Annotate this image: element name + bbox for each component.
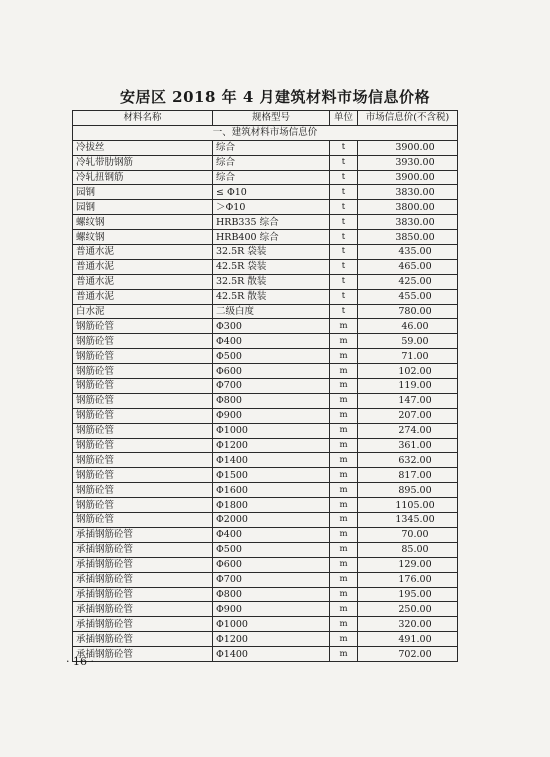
spec-cell: Φ1600: [213, 483, 330, 498]
table-row: [73, 319, 458, 334]
unit-cell: m: [330, 617, 358, 632]
spec-cell: Φ400: [213, 527, 330, 542]
material-name-cell: 承插钢筋砼管: [73, 572, 213, 587]
spec-cell: Φ1800: [213, 498, 330, 513]
price-cell: 46.00: [358, 319, 458, 334]
table-row: [73, 587, 458, 602]
table-row: [73, 438, 458, 453]
unit-cell: t: [330, 245, 358, 260]
material-name-cell: 钢筋砼管: [73, 513, 213, 528]
page-number: · 16 ·: [66, 655, 94, 668]
table-header-row: [73, 111, 458, 126]
spec-cell: Φ800: [213, 587, 330, 602]
table-row: [73, 274, 458, 289]
price-cell: 3900.00: [358, 140, 458, 155]
spec-cell: HRB400 综合: [213, 230, 330, 245]
material-name-cell: 承插钢筋砼管: [73, 587, 213, 602]
material-name-cell: 白水泥: [73, 304, 213, 319]
material-name-cell: 普通水泥: [73, 274, 213, 289]
unit-cell: m: [330, 468, 358, 483]
material-name-cell: 钢筋砼管: [73, 319, 213, 334]
material-name-cell: 钢筋砼管: [73, 483, 213, 498]
price-cell: 455.00: [358, 289, 458, 304]
unit-cell: m: [330, 513, 358, 528]
price-cell: 71.00: [358, 349, 458, 364]
table-row: [73, 453, 458, 468]
unit-cell: t: [330, 185, 358, 200]
material-name-cell: 钢筋砼管: [73, 423, 213, 438]
table-row: [73, 289, 458, 304]
price-cell: 176.00: [358, 572, 458, 587]
material-name-cell: 冷轧带肋钢筋: [73, 155, 213, 170]
unit-cell: t: [330, 230, 358, 245]
material-name-cell: 螺纹钢: [73, 230, 213, 245]
table-row: [73, 468, 458, 483]
material-name-cell: 钢筋砼管: [73, 334, 213, 349]
unit-cell: m: [330, 572, 358, 587]
material-name-cell: 钢筋砼管: [73, 408, 213, 423]
price-cell: 3850.00: [358, 230, 458, 245]
unit-cell: m: [330, 319, 358, 334]
unit-cell: m: [330, 587, 358, 602]
spec-cell: Φ800: [213, 393, 330, 408]
unit-cell: m: [330, 364, 358, 379]
price-cell: 1345.00: [358, 513, 458, 528]
material-name-cell: 钢筋砼管: [73, 364, 213, 379]
spec-cell: Φ1000: [213, 423, 330, 438]
table-row: [73, 572, 458, 587]
material-name-cell: 承插钢筋砼管: [73, 542, 213, 557]
price-cell: 361.00: [358, 438, 458, 453]
spec-cell: Φ1200: [213, 438, 330, 453]
spec-cell: 42.5R 散装: [213, 289, 330, 304]
price-cell: 320.00: [358, 617, 458, 632]
price-cell: 3900.00: [358, 170, 458, 185]
spec-cell: Φ500: [213, 542, 330, 557]
spec-cell: Φ500: [213, 349, 330, 364]
table-row: [73, 140, 458, 155]
unit-cell: m: [330, 542, 358, 557]
price-cell: 59.00: [358, 334, 458, 349]
material-name-cell: 钢筋砼管: [73, 438, 213, 453]
price-cell: 435.00: [358, 245, 458, 260]
spec-cell: Φ1200: [213, 632, 330, 647]
material-name-cell: 冷拔丝: [73, 140, 213, 155]
unit-cell: m: [330, 527, 358, 542]
material-name-cell: 普通水泥: [73, 259, 213, 274]
section-label: 一、建筑材料市场信息价: [73, 125, 458, 140]
table-row: [73, 527, 458, 542]
unit-cell: m: [330, 438, 358, 453]
unit-cell: t: [330, 155, 358, 170]
table-row: [73, 542, 458, 557]
unit-cell: m: [330, 453, 358, 468]
price-cell: 3930.00: [358, 155, 458, 170]
unit-cell: t: [330, 259, 358, 274]
unit-cell: m: [330, 423, 358, 438]
header-price: 市场信息价(不含税): [358, 111, 458, 126]
table-row: [73, 647, 458, 662]
table-row: [73, 379, 458, 394]
material-name-cell: 承插钢筋砼管: [73, 647, 213, 662]
unit-cell: m: [330, 557, 358, 572]
unit-cell: m: [330, 408, 358, 423]
material-name-cell: 普通水泥: [73, 245, 213, 260]
price-cell: 147.00: [358, 393, 458, 408]
spec-cell: Φ300: [213, 319, 330, 334]
spec-cell: Φ1400: [213, 453, 330, 468]
price-cell: 250.00: [358, 602, 458, 617]
spec-cell: Φ900: [213, 602, 330, 617]
material-name-cell: 螺纹钢: [73, 215, 213, 230]
price-cell: 465.00: [358, 259, 458, 274]
unit-cell: t: [330, 140, 358, 155]
table-row: [73, 408, 458, 423]
header-spec: 规格型号: [213, 111, 330, 126]
price-cell: 702.00: [358, 647, 458, 662]
unit-cell: m: [330, 632, 358, 647]
spec-cell: 综合: [213, 170, 330, 185]
price-cell: 70.00: [358, 527, 458, 542]
unit-cell: m: [330, 498, 358, 513]
price-table: [72, 110, 458, 662]
header-material-name: 材料名称: [73, 111, 213, 126]
price-cell: 491.00: [358, 632, 458, 647]
material-name-cell: 承插钢筋砼管: [73, 602, 213, 617]
table-row: [73, 230, 458, 245]
price-cell: 274.00: [358, 423, 458, 438]
material-name-cell: 承插钢筋砼管: [73, 527, 213, 542]
price-cell: 895.00: [358, 483, 458, 498]
table-row: [73, 617, 458, 632]
spec-cell: Φ700: [213, 379, 330, 394]
price-cell: 632.00: [358, 453, 458, 468]
table-row: [73, 602, 458, 617]
price-cell: 1105.00: [358, 498, 458, 513]
unit-cell: t: [330, 274, 358, 289]
unit-cell: m: [330, 647, 358, 662]
material-name-cell: 钢筋砼管: [73, 379, 213, 394]
table-row: [73, 155, 458, 170]
table-row: [73, 364, 458, 379]
table-row: [73, 334, 458, 349]
table-row: [73, 393, 458, 408]
section-row: [73, 125, 458, 140]
spec-cell: 32.5R 袋装: [213, 245, 330, 260]
price-cell: 3830.00: [358, 215, 458, 230]
material-name-cell: 钢筋砼管: [73, 393, 213, 408]
table-row: [73, 483, 458, 498]
table-row: [73, 215, 458, 230]
table-row: [73, 498, 458, 513]
unit-cell: m: [330, 334, 358, 349]
table-row: [73, 513, 458, 528]
spec-cell: Φ700: [213, 572, 330, 587]
price-cell: 425.00: [358, 274, 458, 289]
spec-cell: ≤ Φ10: [213, 185, 330, 200]
unit-cell: t: [330, 304, 358, 319]
unit-cell: m: [330, 379, 358, 394]
unit-cell: t: [330, 170, 358, 185]
spec-cell: 综合: [213, 155, 330, 170]
spec-cell: ＞Φ10: [213, 200, 330, 215]
material-name-cell: 承插钢筋砼管: [73, 617, 213, 632]
table-row: [73, 245, 458, 260]
spec-cell: Φ2000: [213, 513, 330, 528]
price-cell: 119.00: [358, 379, 458, 394]
page-title: 安居区 2018 年 4 月建筑材料市场信息价格: [119, 88, 431, 106]
table-row: [73, 423, 458, 438]
material-name-cell: 承插钢筋砼管: [73, 632, 213, 647]
price-cell: 195.00: [358, 587, 458, 602]
price-cell: 780.00: [358, 304, 458, 319]
spec-cell: 二级白度: [213, 304, 330, 319]
price-cell: 102.00: [358, 364, 458, 379]
price-cell: 207.00: [358, 408, 458, 423]
spec-cell: Φ1500: [213, 468, 330, 483]
table-row: [73, 170, 458, 185]
spec-cell: Φ600: [213, 557, 330, 572]
material-name-cell: 承插钢筋砼管: [73, 557, 213, 572]
price-cell: 817.00: [358, 468, 458, 483]
spec-cell: 综合: [213, 140, 330, 155]
unit-cell: m: [330, 349, 358, 364]
material-name-cell: 钢筋砼管: [73, 349, 213, 364]
unit-cell: t: [330, 215, 358, 230]
header-unit: 单位: [330, 111, 358, 126]
price-cell: 85.00: [358, 542, 458, 557]
table-row: [73, 200, 458, 215]
table-row: [73, 632, 458, 647]
spec-cell: Φ1400: [213, 647, 330, 662]
table-row: [73, 557, 458, 572]
spec-cell: 32.5R 散装: [213, 274, 330, 289]
spec-cell: 42.5R 袋装: [213, 259, 330, 274]
material-name-cell: 钢筋砼管: [73, 453, 213, 468]
price-cell: 3830.00: [358, 185, 458, 200]
unit-cell: m: [330, 393, 358, 408]
spec-cell: Φ1000: [213, 617, 330, 632]
unit-cell: m: [330, 483, 358, 498]
price-cell: 3800.00: [358, 200, 458, 215]
unit-cell: t: [330, 289, 358, 304]
table-row: [73, 259, 458, 274]
table-row: [73, 185, 458, 200]
unit-cell: t: [330, 200, 358, 215]
table-body: [73, 125, 458, 661]
spec-cell: HRB335 综合: [213, 215, 330, 230]
spec-cell: Φ600: [213, 364, 330, 379]
material-name-cell: 钢筋砼管: [73, 498, 213, 513]
spec-cell: Φ400: [213, 334, 330, 349]
material-name-cell: 园钢: [73, 200, 213, 215]
table-row: [73, 349, 458, 364]
spec-cell: Φ900: [213, 408, 330, 423]
material-name-cell: 园钢: [73, 185, 213, 200]
unit-cell: m: [330, 602, 358, 617]
price-cell: 129.00: [358, 557, 458, 572]
material-name-cell: 冷轧扭钢筋: [73, 170, 213, 185]
material-name-cell: 钢筋砼管: [73, 468, 213, 483]
table-row: [73, 304, 458, 319]
material-name-cell: 普通水泥: [73, 289, 213, 304]
